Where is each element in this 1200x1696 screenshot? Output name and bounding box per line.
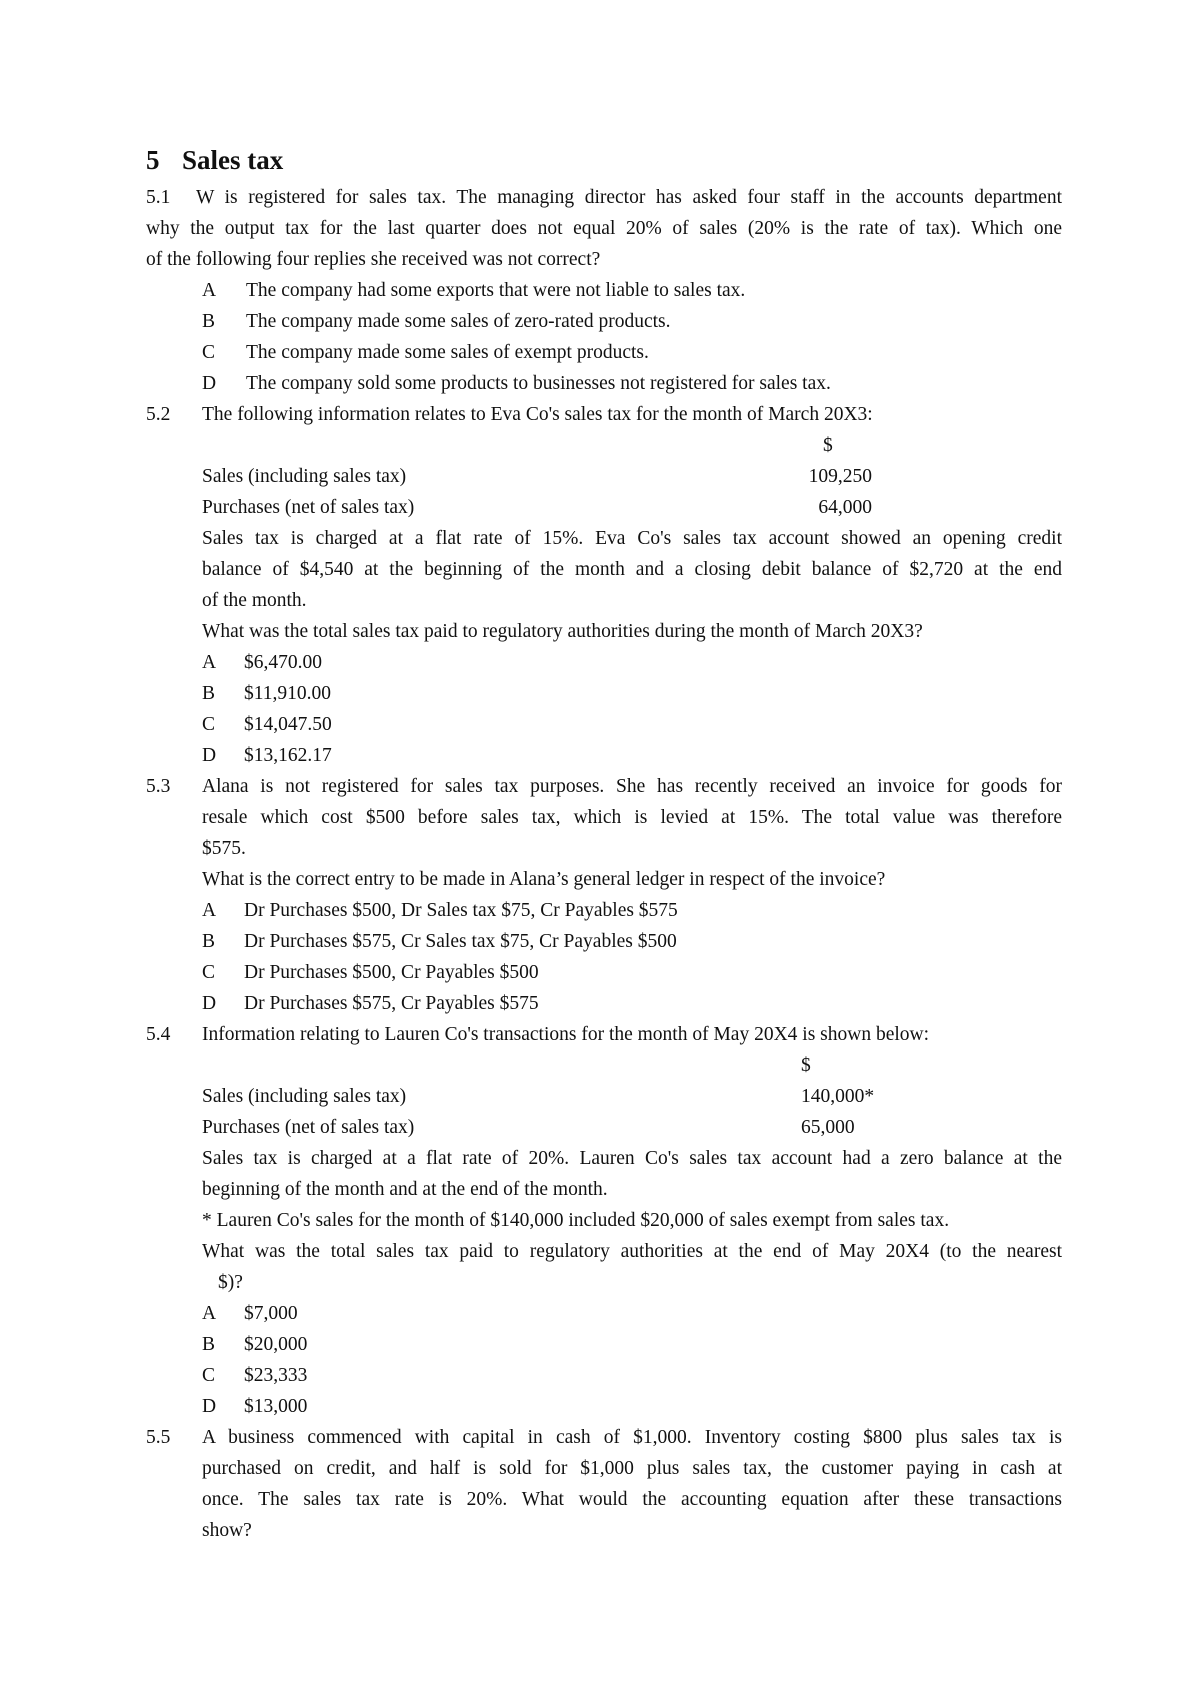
q54-option-b-letter: B [202,1334,216,1355]
q52-option-a-text: $6,470.00 [244,652,322,673]
question-5-1-line-3: of the following four replies she received was not correct? [146,249,601,270]
q51-option-d-letter: D [202,373,217,394]
q54-option-d-letter: D [202,1396,217,1417]
question-number-5-4: 5.4 [146,1024,171,1045]
question-5-5-line-1: A business commenced with capital in cash of $1,000. Inventory costing $800 plus sales tax is [202,1427,1062,1448]
question-number-5-2: 5.2 [146,404,171,425]
q54-table-row-1-label: Sales (including sales tax) [202,1086,407,1107]
question-5-2-line-3: of the month. [202,590,307,611]
q54-option-b-text: $20,000 [244,1334,308,1355]
section-title: Sales tax [182,145,284,175]
q54-option-a-text: $7,000 [244,1303,298,1324]
q52-option-a-letter: A [202,652,217,673]
q52-table-row-1-label: Sales (including sales tax) [202,466,407,487]
question-5-4-line-1: Sales tax is charged at a flat rate of 20%. Lauren Co's sales tax account had a zero balance at the [202,1148,1062,1169]
question-5-1-line-2: why the output tax for the last quarter does not equal 20% of sales (20% is the rate of tax). Which one [146,218,1062,239]
question-5-4-question-line-1: What was the total sales tax paid to regulatory authorities at the end of May 20X4 (to the nearest [202,1241,1062,1262]
q53-option-a-text: Dr Purchases $500, Dr Sales tax $75, Cr Payables $575 [244,900,678,921]
q53-option-b-letter: B [202,931,216,952]
q51-option-a-letter: A [202,280,217,301]
q51-option-d-text: The company sold some products to businesses not registered for sales tax. [246,373,831,394]
question-5-4-footnote: * Lauren Co's sales for the month of $140,000 included $20,000 of sales exempt from sales tax. [202,1210,950,1231]
q51-option-c-letter: C [202,342,216,363]
q52-currency-header: $ [823,435,833,456]
question-5-3-line-2: resale which cost $500 before sales tax, which is levied at 15%. The total value was therefore [202,807,1062,828]
q51-option-b-letter: B [202,311,216,332]
q53-option-b-text: Dr Purchases $575, Cr Sales tax $75, Cr Payables $500 [244,931,677,952]
question-number-5-3: 5.3 [146,776,171,797]
question-5-3-question: What is the correct entry to be made in Alana’s general ledger in respect of the invoice? [202,869,886,890]
q51-option-b-text: The company made some sales of zero-rated products. [246,311,671,332]
q53-option-a-letter: A [202,900,217,921]
question-5-4-line-2: beginning of the month and at the end of the month. [202,1179,608,1200]
q51-option-a-text: The company had some exports that were not liable to sales tax. [246,280,746,301]
q51-option-c-text: The company made some sales of exempt products. [246,342,649,363]
question-number-5-1: 5.1 [146,187,171,208]
question-5-2-line-2: balance of $4,540 at the beginning of the month and a closing debit balance of $2,720 at the end [202,559,1062,580]
q52-option-c-letter: C [202,714,216,735]
q54-table-row-2-value: 65,000 [801,1117,855,1138]
question-5-5-line-4: show? [202,1520,252,1541]
question-5-3-line-3: $575. [202,838,246,859]
section-heading [146,143,283,177]
q54-table-row-1-value: 140,000* [801,1086,875,1107]
question-5-3-line-1: Alana is not registered for sales tax purposes. She has recently received an invoice for goods for [202,776,1062,797]
q54-currency-header: $ [801,1055,811,1076]
question-5-1-line-1: W is registered for sales tax. The managing director has asked four staff in the accounts department [196,187,1062,208]
question-number-5-5: 5.5 [146,1427,171,1448]
q52-option-b-letter: B [202,683,216,704]
question-5-2-line-1: Sales tax is charged at a flat rate of 15%. Eva Co's sales tax account showed an opening credit [202,528,1062,549]
q52-option-d-text: $13,162.17 [244,745,332,766]
q52-option-d-letter: D [202,745,217,766]
question-5-2-question: What was the total sales tax paid to regulatory authorities during the month of March 20X3? [202,621,923,642]
q52-table-row-2-value: 64,000 [818,497,872,518]
q52-table-row-2-label: Purchases (net of sales tax) [202,497,415,518]
question-5-2-intro: The following information relates to Eva Co's sales tax for the month of March 20X3: [202,404,873,425]
q53-option-d-text: Dr Purchases $575, Cr Payables $575 [244,993,539,1014]
question-5-5-line-2: purchased on credit, and half is sold for $1,000 plus sales tax, the customer paying in cash at [202,1458,1062,1479]
q54-option-c-text: $23,333 [244,1365,308,1386]
q53-option-c-text: Dr Purchases $500, Cr Payables $500 [244,962,539,983]
q54-option-d-text: $13,000 [244,1396,308,1417]
q52-option-c-text: $14,047.50 [244,714,332,735]
q54-option-a-letter: A [202,1303,217,1324]
question-5-4-intro: Information relating to Lauren Co's transactions for the month of May 20X4 is shown below: [202,1024,930,1045]
q54-option-c-letter: C [202,1365,216,1386]
question-5-5-line-3: once. The sales tax rate is 20%. What would the accounting equation after these transactions [202,1489,1062,1510]
q52-table-row-1-value: 109,250 [808,466,872,487]
question-5-4-question-line-2: $)? [218,1272,243,1293]
q52-option-b-text: $11,910.00 [244,683,332,704]
q53-option-d-letter: D [202,993,217,1014]
q53-option-c-letter: C [202,962,216,983]
section-number: 5 [146,145,160,175]
q54-table-row-2-label: Purchases (net of sales tax) [202,1117,415,1138]
